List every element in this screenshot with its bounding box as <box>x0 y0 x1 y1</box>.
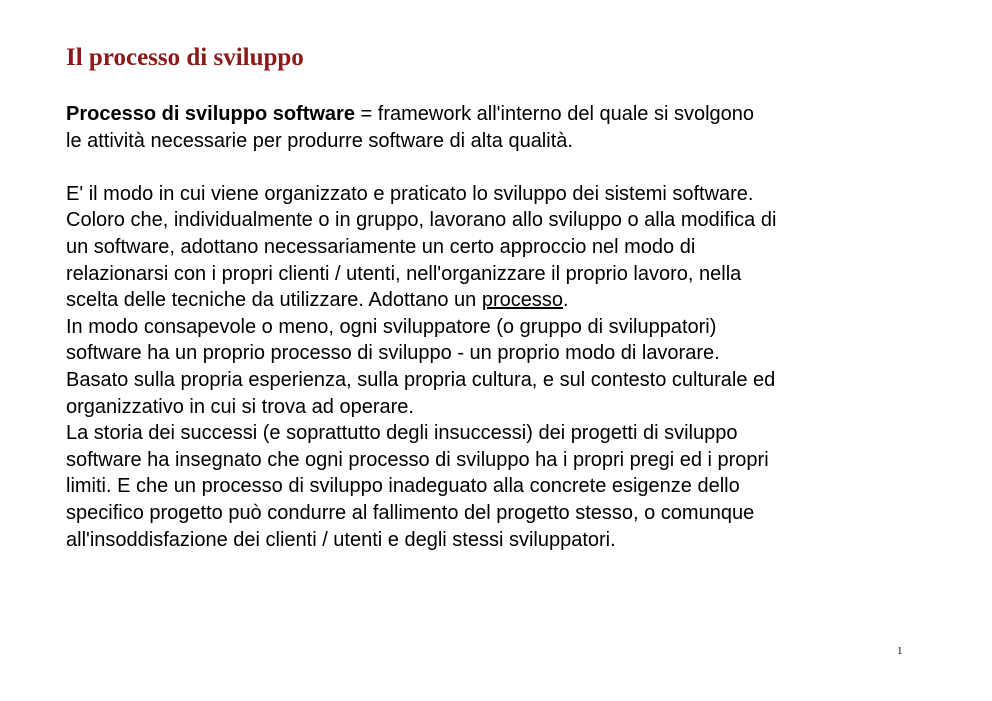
paragraph-2-line-2: software ha un proprio processo di sviluppo - un proprio modo di lavorare. <box>66 342 720 365</box>
paragraph-developer-process <box>66 314 946 420</box>
paragraph-1-line-4: relazionarsi con i propri clienti / utenti, nell'organizzare il proprio lavoro, nella <box>66 262 742 285</box>
slide-title: Il processo di sviluppo <box>66 44 304 71</box>
paragraph-3-line-4: specifico progetto può condurre al fallimento del progetto stesso, o comunque <box>66 501 755 524</box>
processo-underlined-word: processo <box>481 289 563 312</box>
paragraph-2-line-4: organizzativo in cui si trova ad operare. <box>66 395 414 418</box>
paragraph-2-line-3: Basato sulla propria esperienza, sulla propria cultura, e sul contesto culturale ed <box>66 368 776 391</box>
definition-text-line-2: le attività necessarie per produrre software di alta qualità. <box>66 129 573 152</box>
paragraph-process-description <box>66 181 946 314</box>
paragraph-1-line-3: un software, adottano necessariamente un certo approccio nel modo di <box>66 235 696 258</box>
paragraph-1-line-5-start: scelta delle tecniche da utilizzare. Adottano un <box>66 289 482 312</box>
paragraph-3-line-5: all'insoddisfazione dei clienti / utenti e degli stessi sviluppatori. <box>66 528 616 551</box>
paragraph-3-line-1: La storia dei successi (e soprattutto degli insuccessi) dei progetti di sviluppo <box>66 422 738 445</box>
definition-text-line-1: framework all'interno del quale si svolgono <box>377 103 755 125</box>
paragraph-1-line-5-end: . <box>562 289 569 312</box>
paragraph-3-line-3: limiti. E che un processo di sviluppo inadeguato alla concrete esigenze dello <box>66 475 740 498</box>
defined-term: Processo di sviluppo software <box>66 103 355 125</box>
slide-body <box>66 101 946 553</box>
paragraph-2-line-1: In modo consapevole o meno, ogni sviluppatore (o gruppo di sviluppatori) <box>66 315 717 338</box>
definition-separator: = <box>354 103 378 125</box>
page-number: 1 <box>897 645 903 657</box>
definition-paragraph <box>66 101 946 154</box>
paragraph-3-line-2: software ha insegnato che ogni processo di sviluppo ha i propri pregi ed i propri <box>66 448 769 471</box>
paragraph-1-line-2: Coloro che, individualmente o in gruppo, lavorano allo sviluppo o alla modifica di <box>66 209 777 232</box>
paragraph-history <box>66 420 946 553</box>
paragraph-1-line-1: E' il modo in cui viene organizzato e praticato lo sviluppo dei sistemi software. <box>66 182 754 205</box>
